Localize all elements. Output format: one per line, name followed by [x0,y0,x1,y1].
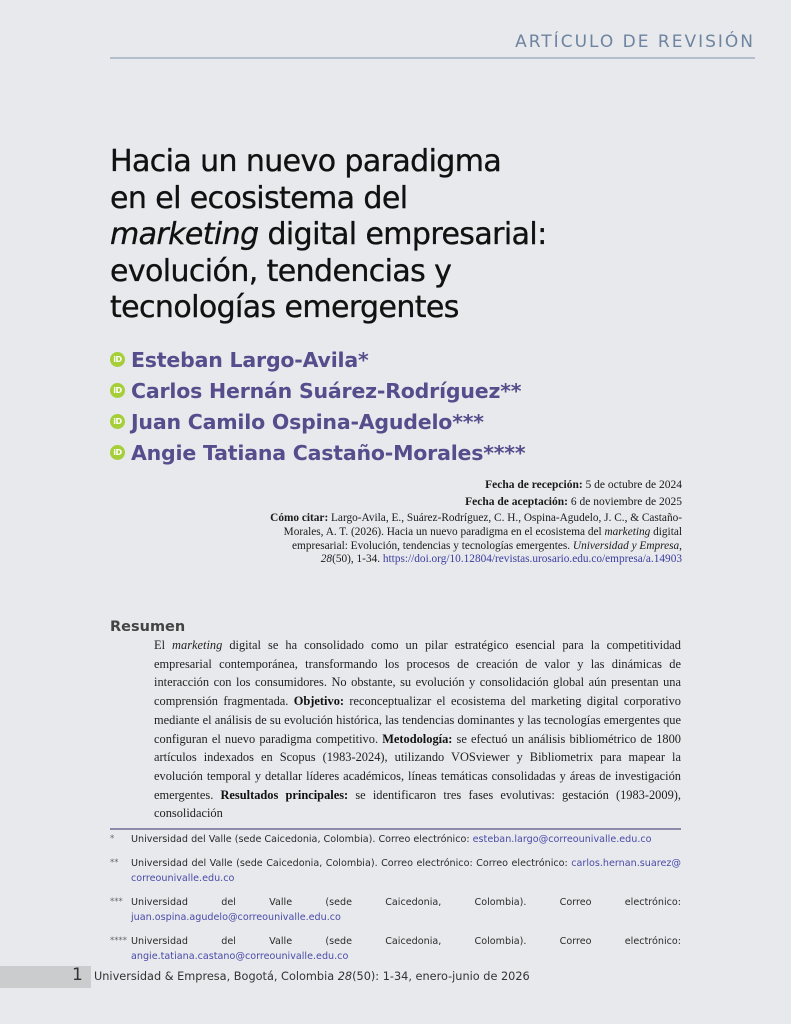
author-name: Angie Tatiana Castaño-Morales**** [131,440,526,465]
article-dates [465,477,682,510]
abstract-text [154,636,681,823]
email-link[interactable]: carlos.hernan.suarez@ correounivalle.edu.co [131,858,681,884]
footnotes [110,832,681,973]
section-label: ARTÍCULO DE REVISIÓN [515,32,755,52]
header-rule [110,57,755,59]
email-link[interactable]: angie.tatiana.castano@correounivalle.edu.co [131,951,349,962]
citation-block [266,512,682,567]
abstract-heading: Resumen [110,619,186,635]
abstract-span: se identificaron tres fases evolutivas: gestación (1983-2009), consolidación [154,787,681,821]
footnote-body [131,895,681,925]
author-list [110,344,525,468]
title-line [110,217,670,254]
email-link[interactable]: juan.ospina.agudelo@correounivalle.edu.co [131,912,341,923]
citation-journal: Universidad y Empresa, 28 [320,539,682,566]
article-title [110,144,670,327]
title-italic: marketing [110,217,259,252]
abstract-span: El [154,638,173,652]
footnote-body [131,832,681,847]
results-label: Resultados principales: [220,787,349,802]
footnote [110,832,681,847]
footnote-mark: *** [110,897,123,907]
orcid-icon[interactable]: iD [110,383,125,398]
footnote [110,895,681,925]
footnote-body [131,856,681,886]
citation-text: digital empresarial: Evolución, tendencias y tecnologías emergentes. [292,525,682,552]
footnote-text: Universidad del Valle (sede Caicedonia, Colombia). Correo electrónico: [131,834,473,845]
accepted-label: Fecha de aceptación: [465,495,568,508]
title-line-rest: digital empresarial: [258,217,547,252]
objective-label: Objetivo: [293,694,345,709]
page-number: 1 [72,965,83,985]
title-line: Hacia un nuevo paradigma [110,144,502,179]
received-label: Fecha de recepción: [485,479,583,491]
author-item [110,375,525,406]
author-name: Esteban Largo-Avila* [131,347,369,372]
abstract-italic: marketing [172,638,223,652]
citation-italic: marketing [604,525,651,538]
title-line: en el ecosistema del [110,180,408,216]
author-name: Carlos Hernán Suárez-Rodríguez** [131,378,522,403]
author-item [110,344,525,375]
footnote-mark: * [110,834,115,844]
orcid-icon[interactable]: iD [110,352,125,367]
citation-text: (50), 1-34. [332,553,383,566]
received-date [465,477,682,494]
abstract-span: se efectuó un análisis bibliométrico de 1800 artículos indexados en Scopus (1983-2024), utilizando VOSviewer y Bibliometrix para mapear la evolución temporal y detallar líderes académicos, líneas temáticas consolidadas y áreas de investigación emergentes. [154,731,681,802]
running-footer [94,970,530,983]
method-label: Metodología: [382,731,453,746]
received-value: 5 de octubre de 2024 [582,479,682,491]
accepted-date [465,494,682,511]
citation-text: Largo-Avila, E., Suárez-Rodríguez, C. H., Ospina-Agudelo, J. C., & Castaño-Morales, A. T. (2026). Hacia un nuevo paradigma en el ecosistema del [283,512,682,538]
footer-volume: 28 [337,970,353,983]
footnote-text: Universidad del Valle (sede Caicedonia, Colombia). Correo electrónico: [131,936,681,947]
doi-link[interactable]: https://doi.org/10.12804/revistas.urosario.edu.co/empresa/a.14903 [382,553,682,566]
author-item [110,406,525,437]
orcid-icon[interactable]: iD [110,414,125,429]
footer-text: Universidad & Empresa, Bogotá, Colombia [94,970,338,983]
footnote [110,934,681,964]
orcid-icon[interactable]: iD [110,445,125,460]
abstract-span: reconceptualizar el ecosistema del marketing digital corporativo mediante el análisis de su evolución histórica, las tendencias dominantes y las tecnologías emergentes que configuran el nuevo paradigma competitivo. [154,694,681,746]
footnote-rule [110,828,681,830]
footnote-mark: **** [110,936,127,946]
footnote [110,856,681,886]
author-item [110,437,525,468]
email-link[interactable]: esteban.largo@correounivalle.edu.co [472,834,652,845]
accepted-value: 6 de noviembre de 2025 [567,495,682,508]
author-name: Juan Camilo Ospina-Agudelo*** [131,409,484,434]
title-line: tecnologías emergentes [110,290,459,325]
footnote-mark: ** [110,858,119,868]
abstract-span: digital se ha consolidado como un pilar estratégico esencial para la competitividad empresarial contemporánea, transformando los procesos de creación de valor y las dinámicas de interacción con los consumidores. No obstante, su evolución y consolidación global aún presentan una comprensión fragmentada. [154,638,681,709]
footer-text: (50): 1-34, enero-junio de 2026 [352,970,530,983]
footnote-text: Universidad del Valle (sede Caicedonia, Colombia). Correo electrónico: Correo electrónico: [131,858,572,869]
footnote-text: Universidad del Valle (sede Caicedonia, Colombia). Correo electrónico: [131,897,681,908]
citation-label: Cómo citar: [270,512,329,524]
footnote-body [131,934,681,964]
title-line: evolución, tendencias y [110,253,452,289]
